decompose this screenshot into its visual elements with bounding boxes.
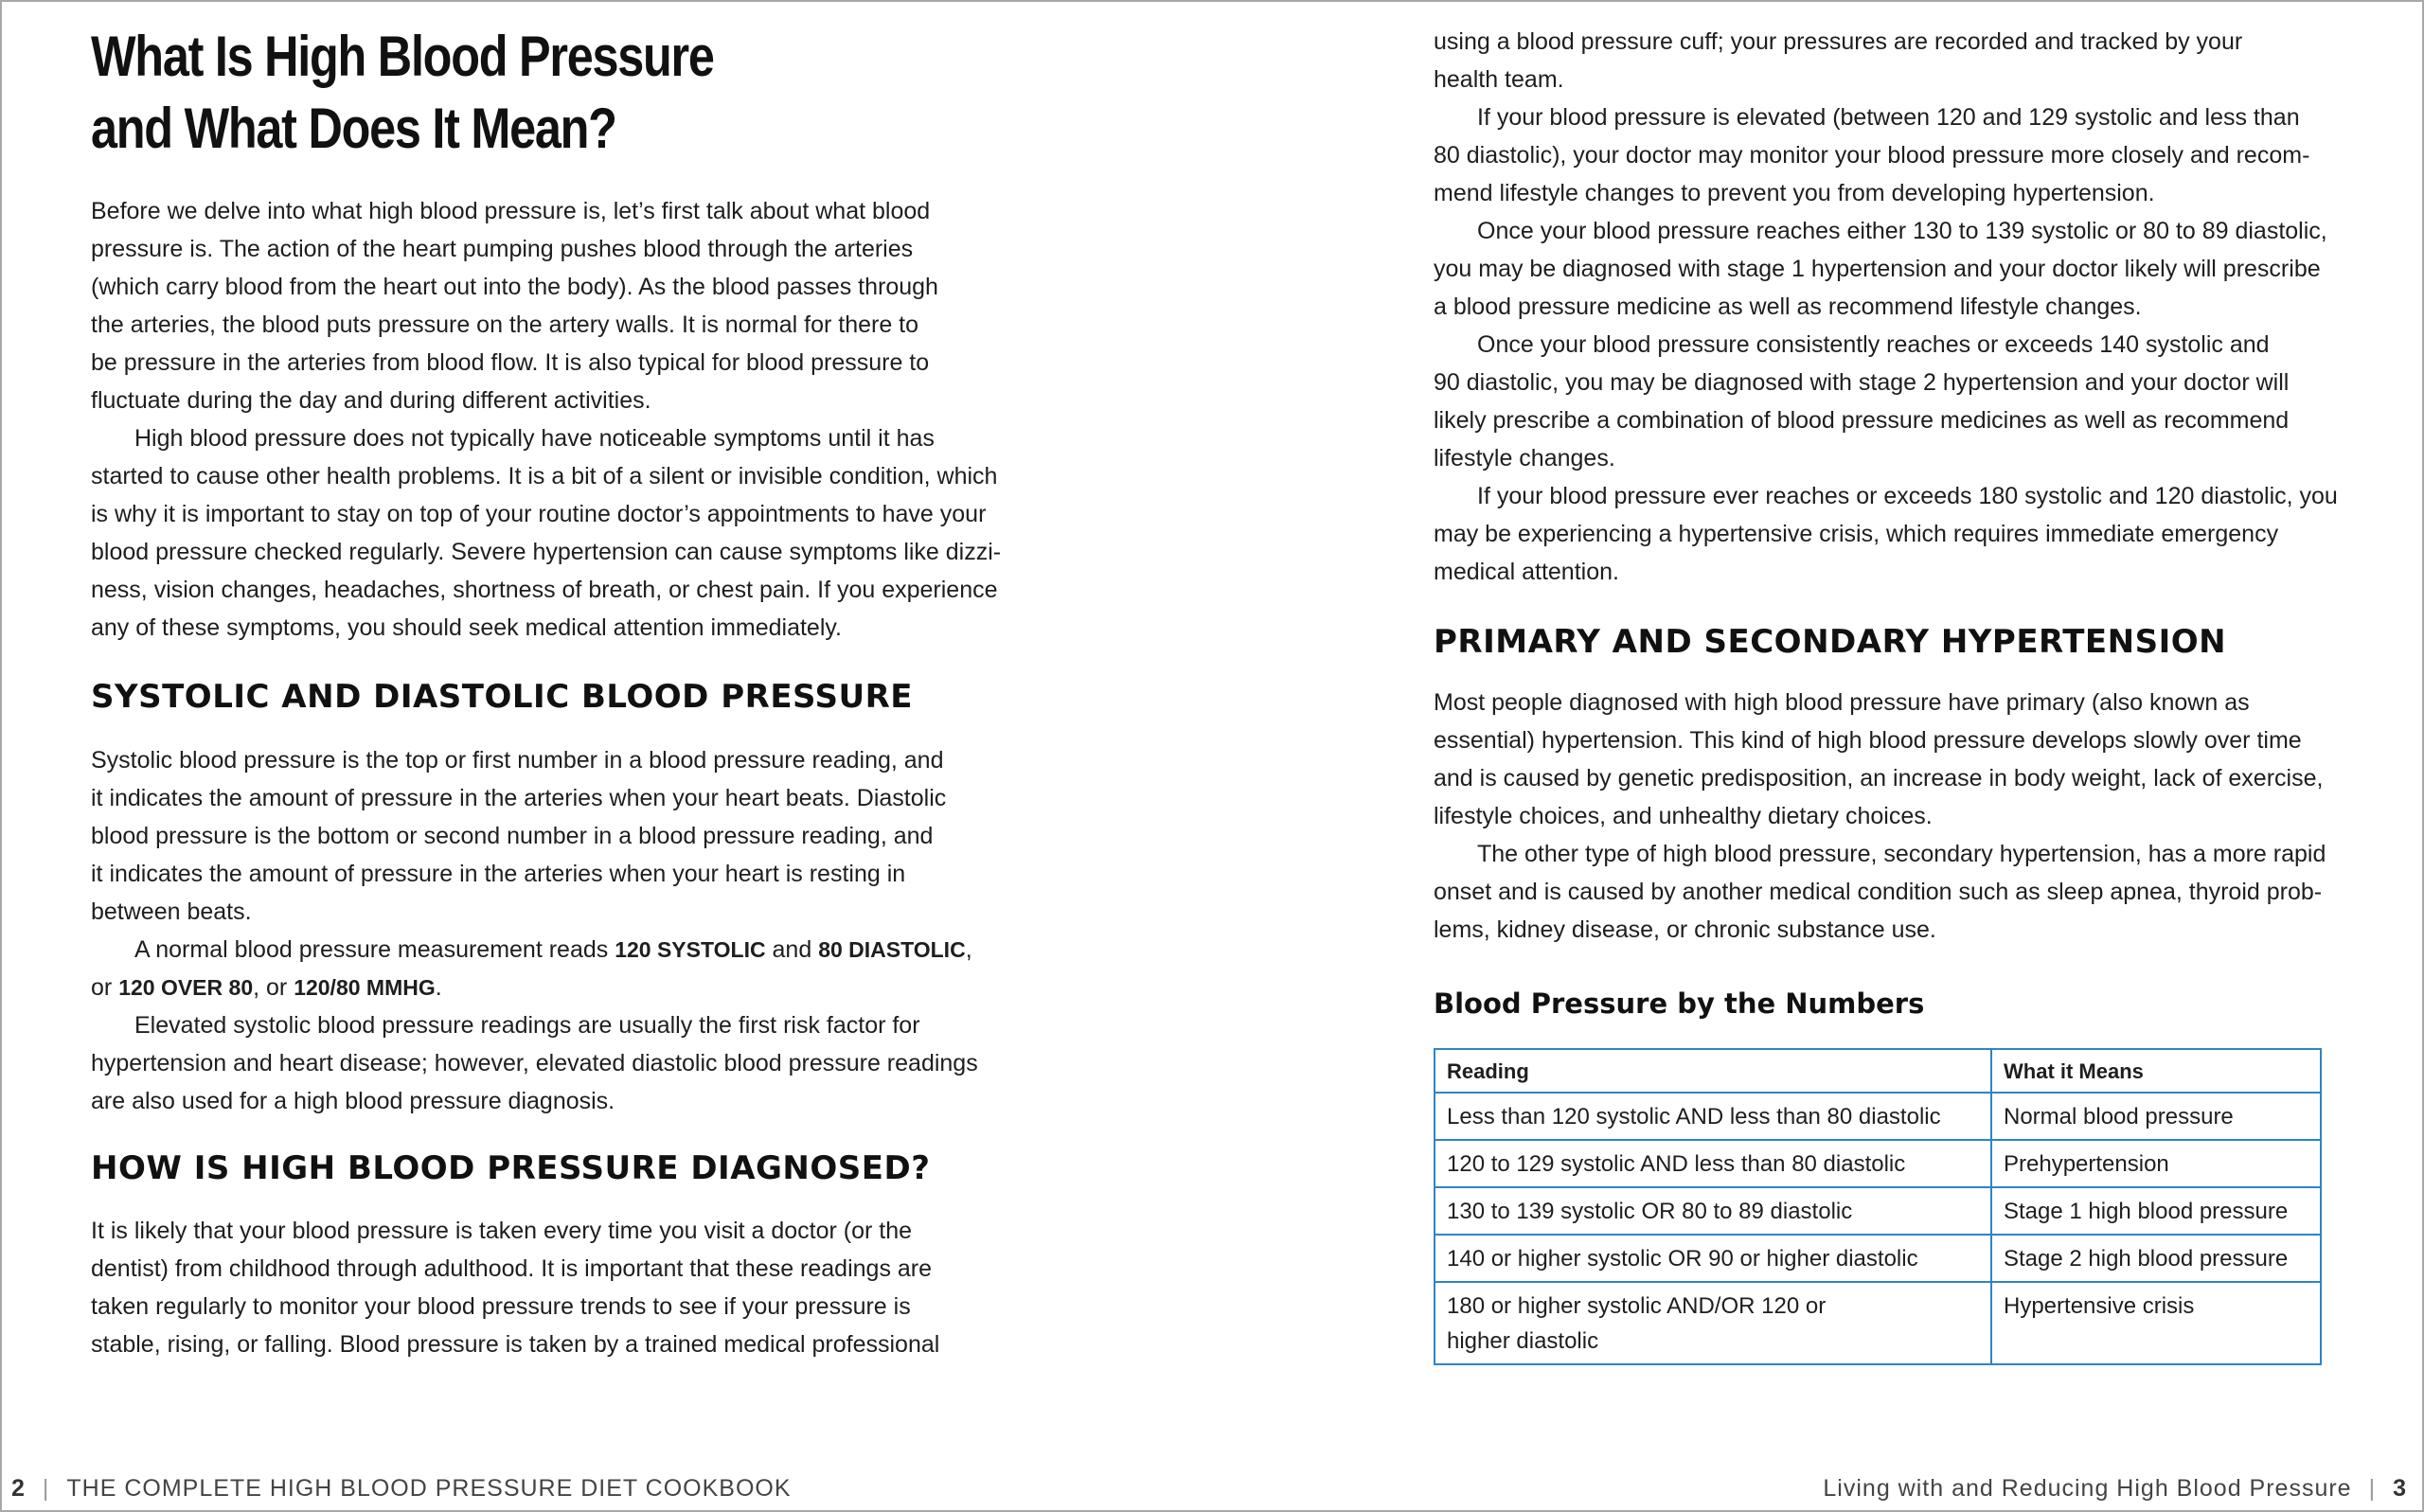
text-line: the arteries, the blood puts pressure on the artery walls. It is normal for there to [91, 311, 919, 338]
text-run: or [91, 974, 119, 1001]
text-line: (which carry blood from the heart out into the body). As the blood passes through [91, 274, 938, 300]
text-run: A normal blood pressure measurement reads [134, 936, 615, 963]
paragraph [91, 1006, 981, 1120]
text-line: fluctuate during the day and during different activities. [91, 387, 651, 414]
text-line: 90 diastolic, you may be diagnosed with stage 2 hypertension and your doctor will [1434, 369, 2290, 396]
blood-pressure-table [1434, 1048, 2322, 1365]
reading-cell [1435, 1093, 1991, 1140]
paragraph [91, 741, 981, 931]
meaning-cell [1991, 1282, 2321, 1364]
meaning-cell [1991, 1093, 2321, 1140]
paragraph [91, 1212, 981, 1363]
table-header-row [1435, 1049, 2321, 1093]
text-run: and [765, 936, 819, 963]
table-row [1435, 1282, 2321, 1364]
continued-text [1434, 23, 2338, 591]
table-row [1435, 1140, 2321, 1187]
intro-text [91, 192, 1002, 647]
text-line: If your blood pressure is elevated (between 120 and 129 systolic and less than [1477, 104, 2300, 131]
table-title: Blood Pressure by the Numbers [1434, 987, 1925, 1020]
meaning-cell [1991, 1140, 2321, 1187]
text-line: is why it is important to stay on top of your routine doctor’s appointments to have your [91, 501, 987, 527]
page-title [91, 21, 743, 165]
cell-text: 140 or higher systolic OR 90 or higher diastolic [1447, 1246, 1918, 1272]
diagnosed-text [91, 1212, 981, 1363]
text-run: , [965, 936, 972, 963]
title-line: What Is High Blood Pressure [91, 25, 714, 88]
text-line: you may be diagnosed with stage 1 hypertension and your doctor likely will prescribe [1434, 256, 2321, 282]
text-line: blood pressure checked regularly. Severe hypertension can cause symptoms like dizzi- [91, 539, 1002, 565]
text-line: ness, vision changes, headaches, shortness of breath, or chest pain. If you experience [91, 577, 998, 603]
text-line: Elevated systolic blood pressure readings are usually the first risk factor for [134, 1012, 920, 1039]
reading-cell [1435, 1187, 1991, 1235]
text-line: High blood pressure does not typically have noticeable symptoms until it has [134, 425, 935, 452]
reading-cell [1435, 1282, 1991, 1364]
cell-text: Stage 1 high blood pressure [2004, 1199, 2289, 1224]
text-line: may be experiencing a hypertensive crisis, which requires immediate emergency [1434, 521, 2279, 547]
section-heading-diagnosed: HOW IS HIGH BLOOD PRESSURE DIAGNOSED? [91, 1149, 931, 1187]
bold-value: 120 SYSTOLIC [615, 937, 766, 962]
cell-text: Prehypertension [2004, 1151, 2169, 1177]
column-header-reading: Reading [1435, 1049, 1991, 1093]
text-line: any of these symptoms, you should seek medical attention immediately. [91, 614, 842, 641]
text-line [91, 969, 981, 1006]
text-line: essential) hypertension. This kind of high blood pressure develops slowly over time [1434, 727, 2302, 754]
text-line: it indicates the amount of pressure in the arteries when your heart is resting in [91, 861, 906, 887]
right-page [1434, 0, 2338, 1512]
chapter-title: Living with and Reducing High Blood Pressure [1823, 1475, 2352, 1502]
right-footer [1823, 1474, 2407, 1503]
paragraph-normal-reading [91, 931, 981, 1006]
meaning-cell [1991, 1187, 2321, 1235]
paragraph [1434, 326, 2324, 477]
bold-value: 120/80 MMHG [294, 975, 436, 1000]
primary-secondary-text [1434, 684, 2324, 949]
text-line [91, 931, 981, 969]
text-line: between beats. [91, 898, 252, 925]
paragraph [1434, 23, 2324, 98]
text-line: started to cause other health problems. It is a bit of a silent or invisible condition, which [91, 463, 998, 489]
text-line: health team. [1434, 66, 1564, 93]
section-heading-systolic-diastolic: SYSTOLIC AND DIASTOLIC BLOOD PRESSURE [91, 678, 914, 716]
text-line: mend lifestyle changes to prevent you from developing hypertension. [1434, 180, 2155, 206]
paragraph [1434, 684, 2324, 835]
reading-cell [1435, 1235, 1991, 1282]
text-line: 80 diastolic), your doctor may monitor your blood pressure more closely and recom- [1434, 142, 2310, 169]
cell-text: higher diastolic [1447, 1328, 1599, 1354]
book-title: THE COMPLETE HIGH BLOOD PRESSURE DIET COOKBOOK [66, 1475, 792, 1502]
text-line: dentist) from childhood through adulthood. It is important that these readings are [91, 1255, 933, 1282]
text-line: If your blood pressure ever reaches or exceeds 180 systolic and 120 diastolic, you [1477, 483, 2338, 509]
text-line: medical attention. [1434, 559, 1619, 585]
text-run: . [435, 974, 442, 1001]
meaning-cell [1991, 1235, 2321, 1282]
text-line: likely prescribe a combination of blood pressure medicines as well as recommend [1434, 407, 2290, 434]
text-run: , or [253, 974, 294, 1001]
footer-separator: | [42, 1475, 50, 1502]
cell-text: 120 to 129 systolic AND less than 80 diastolic [1447, 1151, 1906, 1177]
table-row [1435, 1187, 2321, 1235]
paragraph [91, 192, 981, 419]
text-line: and is caused by genetic predisposition, an increase in body weight, lack of exercise, [1434, 765, 2324, 792]
left-page [91, 0, 1002, 1512]
table-row [1435, 1093, 2321, 1140]
text-line: stable, rising, or falling. Blood pressure is taken by a trained medical professional [91, 1331, 940, 1358]
text-line: It is likely that your blood pressure is taken every time you visit a doctor (or the [91, 1218, 913, 1244]
text-line: Systolic blood pressure is the top or first number in a blood pressure reading, and [91, 747, 944, 774]
title-line: and What Does It Mean? [91, 97, 616, 160]
text-line: using a blood pressure cuff; your pressures are recorded and tracked by your [1434, 28, 2243, 55]
text-line: lems, kidney disease, or chronic substance use. [1434, 916, 1936, 943]
text-line: are also used for a high blood pressure diagnosis. [91, 1088, 615, 1114]
text-line: blood pressure is the bottom or second number in a blood pressure reading, and [91, 823, 934, 849]
text-line: a blood pressure medicine as well as recommend lifestyle changes. [1434, 294, 2142, 320]
cell-text: Hypertensive crisis [2004, 1293, 2195, 1319]
text-line: lifestyle changes. [1434, 445, 1615, 471]
reading-cell [1435, 1140, 1991, 1187]
text-line: Once your blood pressure consistently reaches or exceeds 140 systolic and [1477, 331, 2270, 358]
cell-text: Stage 2 high blood pressure [2004, 1246, 2289, 1272]
section-heading-primary-secondary: PRIMARY AND SECONDARY HYPERTENSION [1434, 623, 2227, 661]
table-row [1435, 1235, 2321, 1282]
systolic-diastolic-text [91, 741, 981, 1120]
bold-value: 120 OVER 80 [118, 975, 254, 1000]
text-line: onset and is caused by another medical condition such as sleep apnea, thyroid prob- [1434, 879, 2323, 905]
bold-value: 80 DIASTOLIC [818, 937, 966, 962]
cell-text: Less than 120 systolic AND less than 80 diastolic [1447, 1104, 1941, 1130]
text-line: hypertension and heart disease; however, elevated diastolic blood pressure readings [91, 1050, 978, 1076]
text-line: pressure is. The action of the heart pumping pushes blood through the arteries [91, 236, 914, 262]
text-line: lifestyle choices, and unhealthy dietary choices. [1434, 803, 1933, 829]
text-line: taken regularly to monitor your blood pressure trends to see if your pressure is [91, 1293, 911, 1320]
left-footer [11, 1474, 792, 1503]
text-line: it indicates the amount of pressure in the arteries when your heart beats. Diastolic [91, 785, 947, 811]
page-number: 2 [11, 1475, 26, 1502]
cell-text: 180 or higher systolic AND/OR 120 or [1447, 1293, 1827, 1319]
column-header-meaning: What it Means [1991, 1049, 2321, 1093]
paragraph [1434, 835, 2324, 949]
text-line: Before we delve into what high blood pressure is, let’s first talk about what blood [91, 198, 931, 224]
text-line: The other type of high blood pressure, secondary hypertension, has a more rapid [1477, 841, 2326, 867]
text-line: Most people diagnosed with high blood pressure have primary (also known as [1434, 689, 2250, 716]
cell-text: Normal blood pressure [2004, 1104, 2234, 1130]
text-line: be pressure in the arteries from blood flow. It is also typical for blood pressure to [91, 349, 930, 376]
text-line: Once your blood pressure reaches either 130 to 139 systolic or 80 to 89 diastolic, [1477, 218, 2327, 244]
paragraph [1434, 477, 2338, 591]
page-number: 3 [2393, 1475, 2407, 1502]
paragraph [1434, 98, 2324, 212]
footer-separator: | [2368, 1475, 2377, 1502]
cell-text: 130 to 139 systolic OR 80 to 89 diastolic [1447, 1199, 1853, 1224]
paragraph [91, 419, 1002, 647]
paragraph [1434, 212, 2327, 326]
